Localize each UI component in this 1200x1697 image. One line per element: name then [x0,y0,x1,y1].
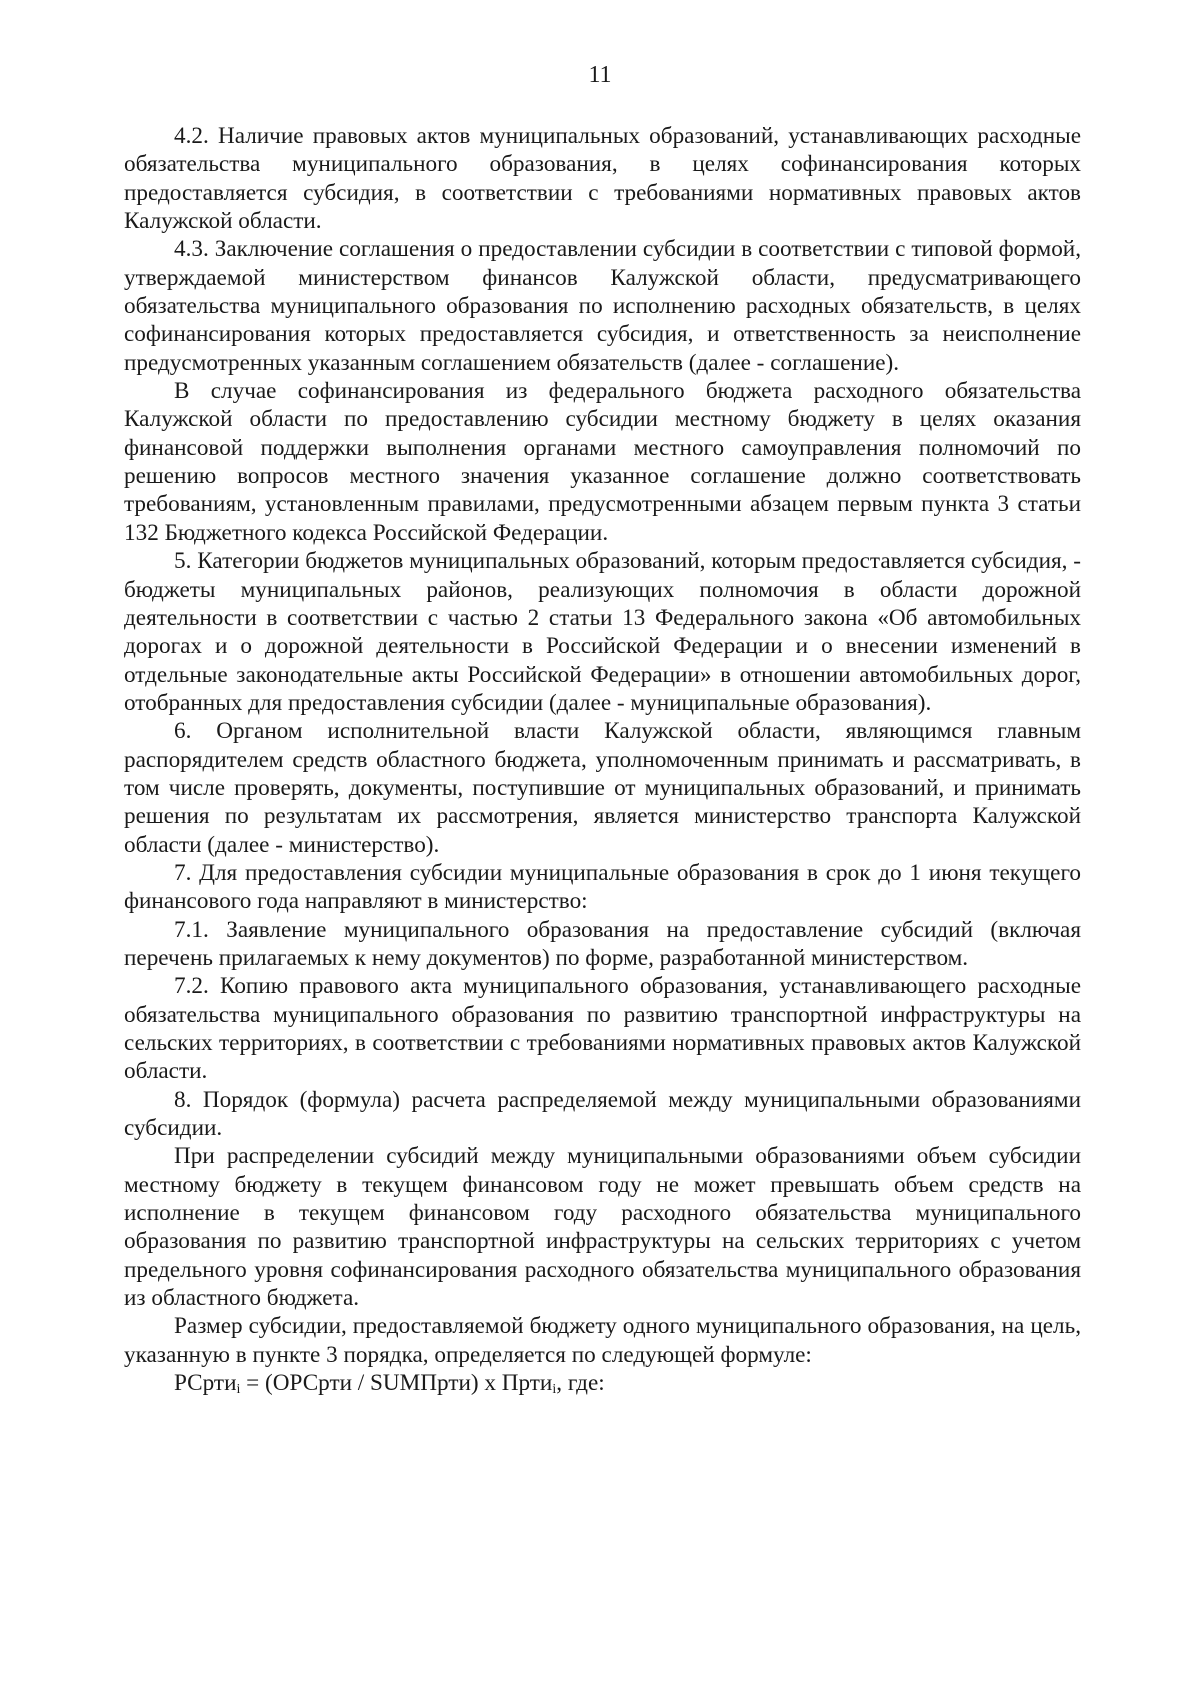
formula-lhs: РСрти [174,1370,237,1397]
paragraph-7-1: 7.1. Заявление муниципального образования на предоставление субсидий (включая перечень прилагаемых к нему документов) по форме, разработанной министерством. [124,916,1081,971]
formula-rhs-subscript: i [552,1382,557,1398]
formula-middle: = (ОРСрти / SUMПрти) х Прти [240,1370,553,1397]
paragraph-distribution: При распределении субсидий между муниципальными образованиями объем субсидии местному бюджету в текущем финансовом году не может превышать объем средств на исполнение в текущем финансовом году расходного обязательства муниципального образования по развитию транспортной инфраструктуры на сельских территориях с учетом предельного уровня софинансирования расходного обязательства муниципального образования из областного бюджета. [124,1143,1081,1312]
paragraph-5: 5. Категории бюджетов муниципальных образований, которым предоставляется субсидия, - бюджеты муниципальных районов, реализующих полномочия в области дорожной деятельности в соответствии с частью 2 статьи 13 Федерального закона «Об автомобильных дорогах и о дорожной деятельности в Российской Федерации и о внесении изменений в отдельные законодательные акты Российской Федерации» в отношении автомобильных дорог, отобранных для предоставления субсидии (далее - муниципальные образования). [124,548,1081,716]
paragraph-federal-cofinancing: В случае софинансирования из федерального бюджета расходного обязательства Калужской области по предоставлению субсидии местному бюджету в целях оказания финансовой поддержки выполнения органами местного самоуправления полномочий по решению вопросов местного значения указанное соглашение должно соответствовать требованиям, установленным правилами, предусмотренными абзацем первым пункта 3 статьи 132 Бюджетного кодекса Российской Федерации. [124,378,1081,546]
paragraph-4-3: 4.3. Заключение соглашения о предоставлении субсидии в соответствии с типовой формой, утверждаемой министерством финансов Калужской области, предусматривающего обязательства муниципального образования по исполнению расходных обязательств, в целях софинансирования которых предоставляется субсидия, и ответственность за неисполнение предусмотренных указанным соглашением обязательств (далее - соглашение). [124,236,1081,376]
paragraph-4-2: 4.2. Наличие правовых актов муниципальных образований, устанавливающих расходные обязательства муниципального образования, в целях софинансирования которых предоставляется субсидия, в соответствии с требованиями нормативных правовых актов Калужской области. [124,123,1081,235]
paragraph-7-2: 7.2. Копию правового акта муниципального образования, устанавливающего расходные обязательства муниципального образования по развитию транспортной инфраструктуры на сельских территориях, в соответствии с требованиями нормативных правовых актов Калужской области. [124,973,1081,1085]
document-body [124,122,1081,1397]
subsidy-formula [124,1369,1081,1397]
paragraph-subsidy-size: Размер субсидии, предоставляемой бюджету одного муниципального образования, на цель, указанную в пункте 3 порядка, определяется по следующей формуле: [124,1313,1081,1368]
paragraph-7: 7. Для предоставления субсидии муниципальные образования в срок до 1 июня текущего финансового года направляют в министерство: [124,859,1081,915]
paragraph-6: 6. Органом исполнительной власти Калужской области, являющимся главным распорядителем средств областного бюджета, уполномоченным принимать и рассматривать, в том числе проверять, документы, поступившие от муниципальных образований, и принимать решения по результатам их рассмотрения, является министерство транспорта Калужской области (далее - министерство). [124,718,1081,858]
formula-tail: , где: [556,1370,605,1397]
page-number: 11 [588,62,612,88]
formula-lhs-subscript: i [236,1382,241,1398]
paragraph-8: 8. Порядок (формула) расчета распределяемой между муниципальными образованиями субсидии. [124,1086,1081,1142]
